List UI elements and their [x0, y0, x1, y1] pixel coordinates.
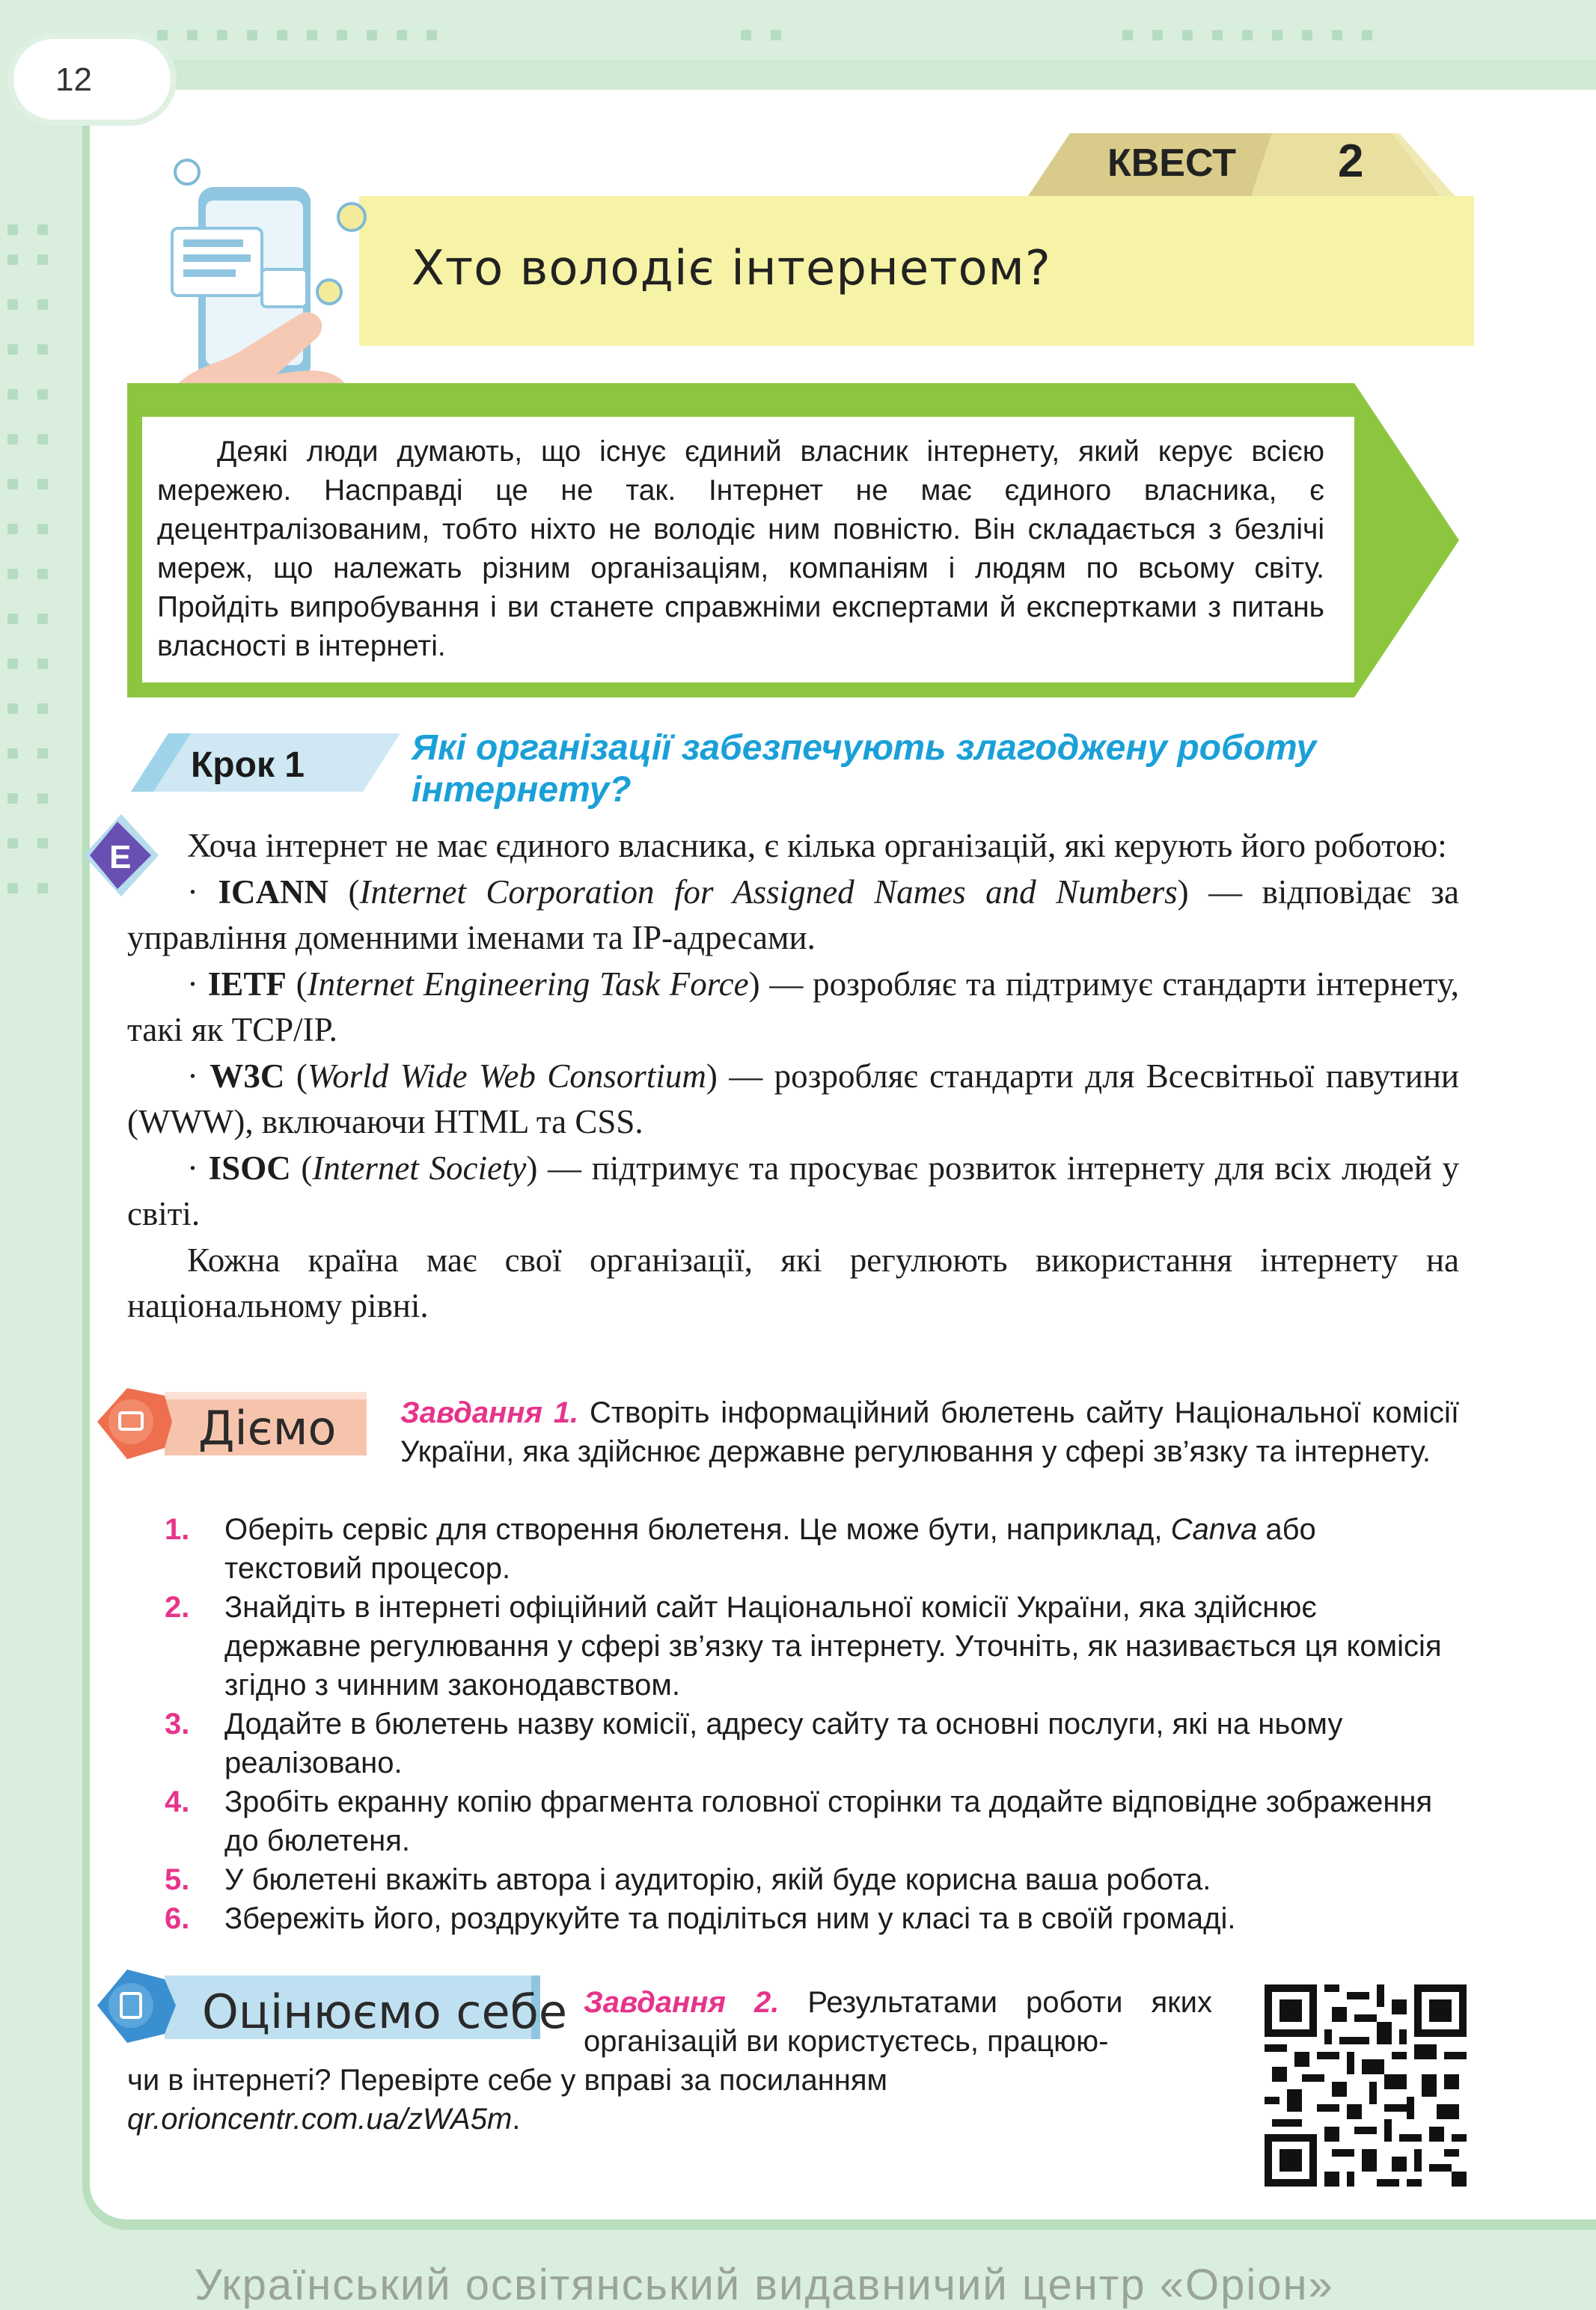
task-2-end: . [512, 2103, 521, 2136]
list-item [165, 1899, 1459, 1938]
step-text: Зробіть екранну копію фрагмента головної сторінки та додайте відповідне зображення до бюлетеня. [224, 1785, 1433, 1857]
step-text: У бюлетені вкажіть автора і аудиторію, якій буде корисна ваша робота. [224, 1863, 1211, 1896]
publisher-footer: Український освітянський видавничий центр «Оріон» [195, 2261, 1334, 2309]
task-2-link[interactable]: qr.orioncentr.com.ua/zWA5m [127, 2103, 513, 2136]
list-item [165, 1510, 1459, 1588]
qr-code[interactable] [1265, 1984, 1467, 2187]
step-number: 5. [165, 1863, 190, 1896]
task-1-steps [165, 1510, 1459, 1938]
org-item: · W3C (World Wide Web Consortium) — розробляє стандарти для Всесвітньої павутини (WWW), включаючи HTML та CSS. [127, 1057, 1459, 1140]
main-body [127, 823, 1459, 1330]
org-full-name: Internet Engineering Task Force [307, 965, 749, 1003]
step-number: 6. [165, 1902, 190, 1935]
org-description: розробляє та підтримує стандарти інтернету, такі як TCP/IP. [127, 965, 1459, 1048]
body-outro: Кожна країна має свої організації, які регулюють використання інтернету на національному рівні. [127, 1241, 1459, 1324]
page-title: Хто володіє інтернетом? [412, 241, 1051, 296]
step-text: Додайте в бюлетень назву комісії, адресу сайту та основні послуги, які на ньому реалізовано. [224, 1708, 1343, 1779]
org-full-name: Internet Corporation for Assigned Names and Numbers [359, 873, 1178, 911]
step-number: 4. [165, 1785, 190, 1818]
svg-text:E: E [109, 839, 132, 876]
task-1-text: Створіть інформаційний бюлетень сайту Національної комісії України, яка здійснює державне регулювання у сфері зв’язку та інтернету. [400, 1396, 1459, 1468]
step-text-end: або текстовий процесор. [224, 1513, 1316, 1585]
task-2-text: Результатами роботи яких організацій ви користуєтесь, працюю- [584, 1986, 1212, 2058]
org-item: · IETF (Internet Engineering Task Force) — розробляє та підтримує стандарти інтернету, такі як TCP/IP. [127, 965, 1459, 1048]
org-description: відповідає за управління доменними іменами та IP-адресами. [127, 873, 1459, 956]
intro-paragraph: Деякі люди думають, що існує єдиний власник інтернету, який керує всією мережею. Насправді це не так. Інтернет не має єдиного власника, є децентралізованим, тобто ніхто не володіє ним повністю. Він складається з безлічі мереж, що належать різним організаціям, компаніям і людям по всьому світу. Пройдіть випробування і ви станете справжніми експертами й експертками з питань власності в інтернеті. [157, 436, 1324, 662]
quest-label: КВЕСТ [1107, 141, 1236, 185]
org-abbr: IETF [207, 965, 287, 1003]
list-item [165, 1782, 1459, 1860]
body-intro: Хоча інтернет не має єдиного власника, є кілька організацій, які керують його роботою: [187, 827, 1447, 864]
org-item: · ICANN (Internet Corporation for Assigned Names and Numbers) — відповідає за управління доменними іменами та IP-адресами. [127, 873, 1459, 956]
quest-number: 2 [1338, 135, 1364, 187]
page-number: 12 [55, 61, 92, 98]
list-item [165, 1588, 1459, 1705]
org-description: розробляє стандарти для Всесвітньої павутини (WWW), включаючи HTML та CSS. [127, 1057, 1459, 1140]
step-emphasis: Canva [1170, 1513, 1258, 1546]
org-abbr: ICANN [218, 873, 328, 911]
org-full-name: Internet Society [312, 1149, 527, 1187]
org-item: · ISOC (Internet Society) — підтримує та просуває розвиток інтернету для всіх людей у світі. [127, 1149, 1459, 1232]
quest-tab [1025, 103, 1459, 201]
task-1-label: Завдання 1. [400, 1396, 579, 1429]
task-2-text-continued: чи в інтернеті? Перевірте себе у вправі за посиланням [127, 2064, 888, 2097]
task-2-label: Завдання 2. [584, 1986, 780, 2019]
diemo-label: Діємо [198, 1401, 337, 1455]
step-number: 1. [165, 1513, 190, 1546]
self-assessment-label: Оцінюємо себе [202, 1984, 568, 2039]
title-band-arrow [1444, 196, 1474, 346]
task-2-continued [127, 2061, 1212, 2139]
task-2 [584, 1983, 1212, 2061]
org-abbr: ISOC [208, 1149, 291, 1187]
phone-hand-illustration [127, 142, 382, 419]
org-abbr: W3C [210, 1057, 285, 1095]
task-1 [400, 1393, 1459, 1471]
organizations-list [127, 870, 1459, 1238]
step-number: 2. [165, 1591, 190, 1624]
list-item [165, 1705, 1459, 1782]
org-description: підтримує та просуває розвиток інтернету для всіх людей у світі. [127, 1149, 1459, 1232]
step-text: Оберіть сервіс для створення бюлетеня. Це може бути, наприклад, [224, 1513, 1171, 1546]
org-full-name: World Wide Web Consortium [307, 1057, 706, 1095]
step-text: Збережіть його, роздрукуйте та поділіться ним у класі та в своїй громаді. [224, 1902, 1236, 1935]
page-number-badge [13, 39, 171, 120]
list-item [165, 1860, 1459, 1899]
step-question: Які організації забезпечують злагоджену роботу інтернету? [412, 728, 1317, 810]
step-label: Крок 1 [191, 745, 305, 785]
step-text: Знайдіть в інтернеті офіційний сайт Національної комісії України, яка здійснює державне регулювання у сфері зв’язку та інтернету. Уточніть, як називається ця комісія згідно з чинним законодавством. [224, 1591, 1442, 1702]
step-number: 3. [165, 1708, 190, 1741]
